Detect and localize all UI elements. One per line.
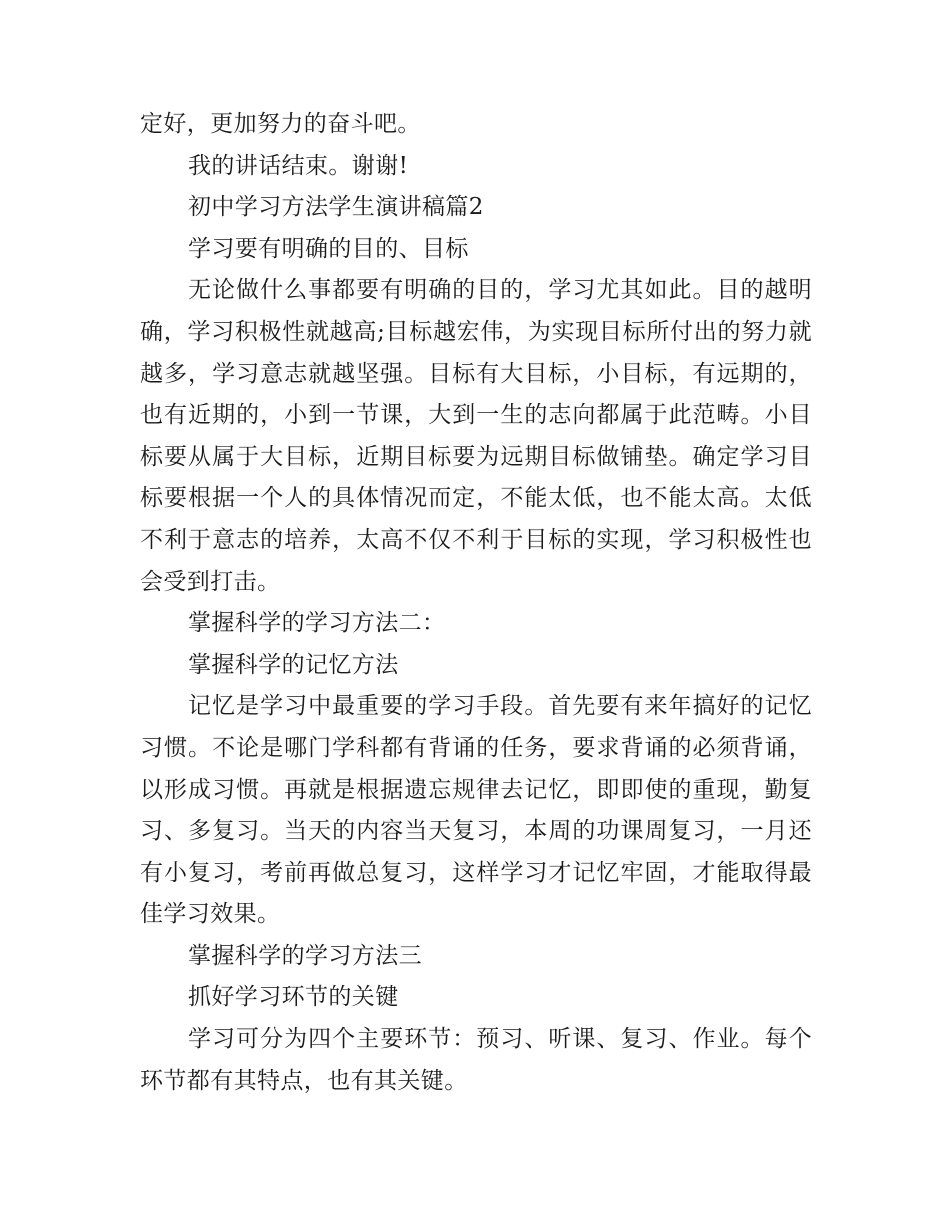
subheading: 抓好学习环节的关键 <box>188 984 399 1011</box>
section-title: 初中学习方法学生演讲稿篇2 <box>188 194 484 221</box>
body-paragraph: 无论做什么事都要有明确的目的，学习尤其如此。目的越明确，学习积极性就越高;目标越宏伟，为实现目标所付出的努力就越多，学习意志就越坚强。目标有大目标，小目标，有远期的，也有近期的，小到一节课，大到一生的志向都属于此范畴。小目标要从属于大目标，近期目标要为远期目标做铺垫。确定学习目标要根据一个人的具体情况而定，不能太低，也不能太高。太低不利于意志的培养，太高不仅不利于目标的实现，学习积极性也会受到打击。 <box>140 277 812 595</box>
body-paragraph: 学习可分为四个主要环节：预习、听课、复习、作业。每个环节都有其特点，也有其关键。 <box>140 1026 812 1094</box>
paragraph-closing: 我的讲话结束。谢谢! <box>188 152 409 179</box>
subheading: 掌握科学的记忆方法 <box>188 651 399 678</box>
subheading: 掌握科学的学习方法二： <box>188 610 446 637</box>
document-body <box>140 104 812 1102</box>
body-paragraph: 记忆是学习中最重要的学习手段。首先要有来年搞好的记忆习惯。不论是哪门学科都有背诵的任务，要求背诵的必须背诵，以形成习惯。再就是根据遗忘规律去记忆，即即使的重现，勤复习、多复习。当天的内容当天复习，本周的功课周复习，一月还有小复习，考前再做总复习，这样学习才记忆牢固，才能取得最佳学习效果。 <box>140 693 812 928</box>
subheading: 掌握科学的学习方法三 <box>188 942 422 969</box>
paragraph-continuation: 定好，更加努力的奋斗吧。 <box>140 111 421 137</box>
subheading: 学习要有明确的目的、目标 <box>188 235 469 262</box>
